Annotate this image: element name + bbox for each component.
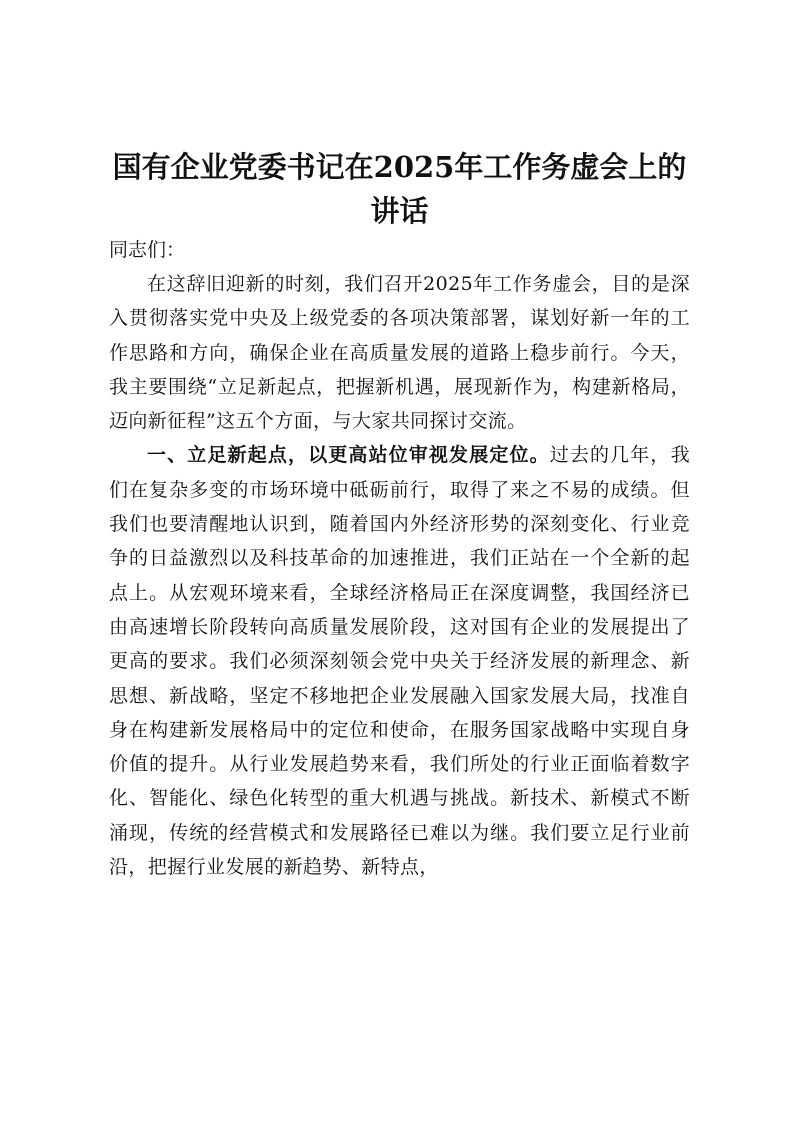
salutation: 同志们： — [109, 239, 186, 261]
document-body — [109, 145, 690, 884]
document-title: 国有企业党委书记在2025年工作务虚会上的讲话 — [112, 150, 687, 228]
section-1-body: 过去的几年，我们在复杂多变的市场环境中砥砺前行，取得了来之不易的成绩。但我们也要清醒地认识到，随着国内外经济形势的深刻变化、行业竞争的日益激烈以及科技革命的加速推进，我们正站在一个全新的起点上。从宏观环境来看，全球经济格局正在深度调整，我国经济已由高速增长阶段转向高质量发展阶段，这对国有企业的发展提出了更高的要求。我们必须深刻领会党中央关于经济发展的新理念、新思想、新战略，坚定不移地把企业发展融入国家发展大局，找准自身在构建新发展格局中的定位和使命，在服务国家战略中实现自身价值的提升。从行业发展趋势来看，我们所处的行业正面临着数字化、智能化、绿色化转型的重大机遇与挑战。新技术、新模式不断涌现，传统的经营模式和发展路径已难以为继。我们要立足行业前沿，把握行业发展的新趋势、新特点， — [109, 444, 690, 879]
opening-paragraph: 在这辞旧迎新的时刻，我们召开2025年工作务虚会，目的是深入贯彻落实党中央及上级党委的各项决策部署，谋划好新一年的工作思路和方向，确保企业在高质量发展的道路上稳步前行。今天，我主要围绕“立足新起点，把握新机遇，展现新作为，构建新格局，迈向新征程”这五个方面，与大家共同探讨交流。 — [109, 273, 690, 433]
section-1-paragraph — [109, 438, 690, 884]
section-1-heading: 一、立足新起点，以更高站位审视发展定位。 — [147, 444, 550, 467]
